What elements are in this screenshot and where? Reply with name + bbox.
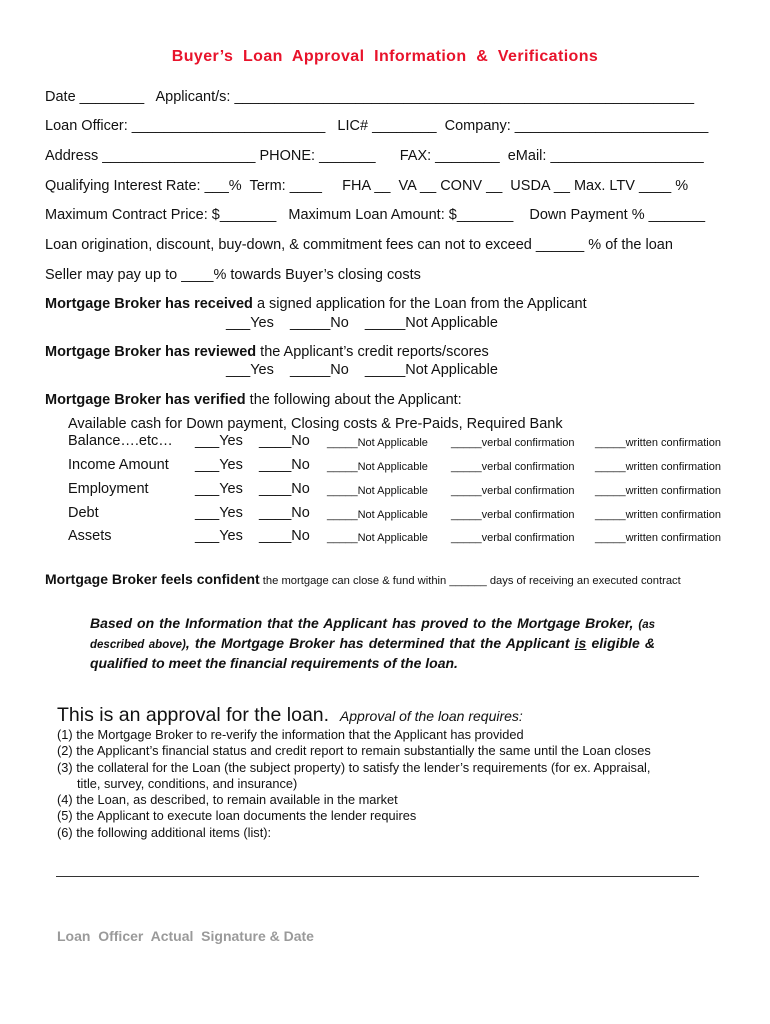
statement-part3: eligible & qualified to meet the financial requirements of the loan. bbox=[90, 635, 655, 671]
verbal-confirmation-option[interactable]: _____verbal confirmation bbox=[451, 485, 575, 497]
max-price-line[interactable]: Maximum Contract Price: $_______ Maximum Loan Amount: $_______ Down Payment % _______ bbox=[45, 207, 706, 223]
row-label: Employment bbox=[68, 481, 149, 497]
written-confirmation-option[interactable]: _____written confirmation bbox=[595, 509, 721, 521]
yes-option[interactable]: ___Yes bbox=[195, 433, 243, 449]
requirement-item: (3) the collateral for the Loan (the subject property) to satisfy the lender’s requirements (for ex. Appraisal, bbox=[57, 759, 651, 775]
verbal-confirmation-option[interactable]: _____verbal confirmation bbox=[451, 437, 575, 449]
statement-is: is bbox=[574, 635, 587, 651]
written-confirmation-option[interactable]: _____written confirmation bbox=[595, 485, 721, 497]
row-label: Assets bbox=[68, 528, 112, 544]
verified-intro: Available cash for Down payment, Closing costs & Pre-Paids, Required Bank bbox=[68, 416, 563, 432]
reviewed-rest: the Applicant’s credit reports/scores bbox=[256, 344, 489, 360]
row-label: Balance….etc… bbox=[68, 433, 173, 449]
received-rest: a signed application for the Loan from the Applicant bbox=[252, 296, 587, 312]
seller-costs-line[interactable]: Seller may pay up to ____% towards Buyer’s closing costs bbox=[45, 267, 421, 283]
row-label: Debt bbox=[68, 505, 99, 521]
qualifying-rate-line[interactable]: Qualifying Interest Rate: ___% Term: ____ FHA __ VA __ CONV __ USDA __ Max. LTV ____ % bbox=[45, 178, 689, 194]
not-applicable-option[interactable]: _____Not Applicable bbox=[327, 485, 428, 497]
statement-small: (as described above) bbox=[90, 619, 655, 651]
written-confirmation-option[interactable]: _____written confirmation bbox=[595, 437, 721, 449]
yes-option[interactable]: ___Yes bbox=[195, 528, 243, 544]
written-confirmation-option[interactable]: _____written confirmation bbox=[595, 461, 721, 473]
received-options[interactable]: ___Yes _____No _____Not Applicable bbox=[226, 315, 498, 331]
no-option[interactable]: ____No bbox=[259, 457, 310, 473]
reviewed-bold: Mortgage Broker has reviewed bbox=[45, 344, 257, 360]
not-applicable-option[interactable]: _____Not Applicable bbox=[327, 461, 428, 473]
written-confirmation-option[interactable]: _____written confirmation bbox=[595, 532, 721, 544]
approval-heading bbox=[57, 704, 523, 727]
requirement-item: (2) the Applicant’s financial status and credit report to remain substantially the same until the Loan closes bbox=[57, 743, 651, 759]
requirement-item: (4) the Loan, as described, to remain available in the market bbox=[57, 792, 398, 808]
confident-rest: the mortgage can close & fund within ______ days of receiving an executed contract bbox=[259, 575, 681, 587]
no-option[interactable]: ____No bbox=[259, 433, 310, 449]
no-option[interactable]: ____No bbox=[259, 481, 310, 497]
verbal-confirmation-option[interactable]: _____verbal confirmation bbox=[451, 532, 575, 544]
verified-rest: the following about the Applicant: bbox=[245, 392, 462, 408]
confident-statement[interactable] bbox=[45, 571, 681, 587]
received-statement bbox=[45, 296, 587, 312]
eligibility-statement bbox=[90, 614, 655, 672]
yes-option[interactable]: ___Yes bbox=[195, 481, 243, 497]
verified-bold: Mortgage Broker has verified bbox=[45, 392, 246, 408]
not-applicable-option[interactable]: _____Not Applicable bbox=[327, 532, 428, 544]
yes-option[interactable]: ___Yes bbox=[195, 505, 243, 521]
received-bold: Mortgage Broker has received bbox=[45, 296, 253, 312]
requirement-item: (5) the Applicant to execute loan documents the lender requires bbox=[57, 808, 417, 824]
verified-statement bbox=[45, 392, 462, 408]
requirement-item: title, survey, conditions, and insurance) bbox=[77, 775, 298, 791]
verbal-confirmation-option[interactable]: _____verbal confirmation bbox=[451, 509, 575, 521]
date-applicant-line[interactable]: Date ________ Applicant/s: _________________________________________________________ bbox=[45, 89, 695, 105]
address-line[interactable]: Address ___________________ PHONE: _______ FAX: ________ eMail: ___________________ bbox=[45, 148, 704, 164]
requirement-item: (6) the following additional items (list): bbox=[57, 824, 272, 840]
approval-title: This is an approval for the loan. bbox=[57, 704, 330, 726]
loan-officer-line[interactable]: Loan Officer: ________________________ LIC# ________ Company: ________________________ bbox=[45, 118, 709, 134]
reviewed-statement bbox=[45, 344, 489, 360]
confident-bold: Mortgage Broker feels confident bbox=[45, 571, 260, 587]
no-option[interactable]: ____No bbox=[259, 528, 310, 544]
reviewed-options[interactable]: ___Yes _____No _____Not Applicable bbox=[226, 362, 498, 378]
row-label: Income Amount bbox=[68, 457, 169, 473]
approval-subtitle: Approval of the loan requires: bbox=[339, 708, 523, 724]
not-applicable-option[interactable]: _____Not Applicable bbox=[327, 509, 428, 521]
statement-part2: , the Mortgage Broker has determined that the Applicant bbox=[185, 635, 575, 651]
requirements-list bbox=[57, 727, 737, 841]
signature-label: Loan Officer Actual Signature & Date bbox=[57, 928, 314, 944]
statement-part1: Based on the Information that the Applicant has proved to the Mortgage Broker, bbox=[90, 615, 639, 631]
additional-items-line[interactable] bbox=[56, 876, 699, 877]
yes-option[interactable]: ___Yes bbox=[195, 457, 243, 473]
origination-fees-line[interactable]: Loan origination, discount, buy-down, & commitment fees can not to exceed ______ % of the loan bbox=[45, 237, 673, 253]
form-title: Buyer’s Loan Approval Information & Verifications bbox=[171, 48, 599, 65]
verbal-confirmation-option[interactable]: _____verbal confirmation bbox=[451, 461, 575, 473]
requirement-item: (1) the Mortgage Broker to re-verify the information that the Applicant has provided bbox=[57, 727, 524, 742]
no-option[interactable]: ____No bbox=[259, 505, 310, 521]
not-applicable-option[interactable]: _____Not Applicable bbox=[327, 437, 428, 449]
